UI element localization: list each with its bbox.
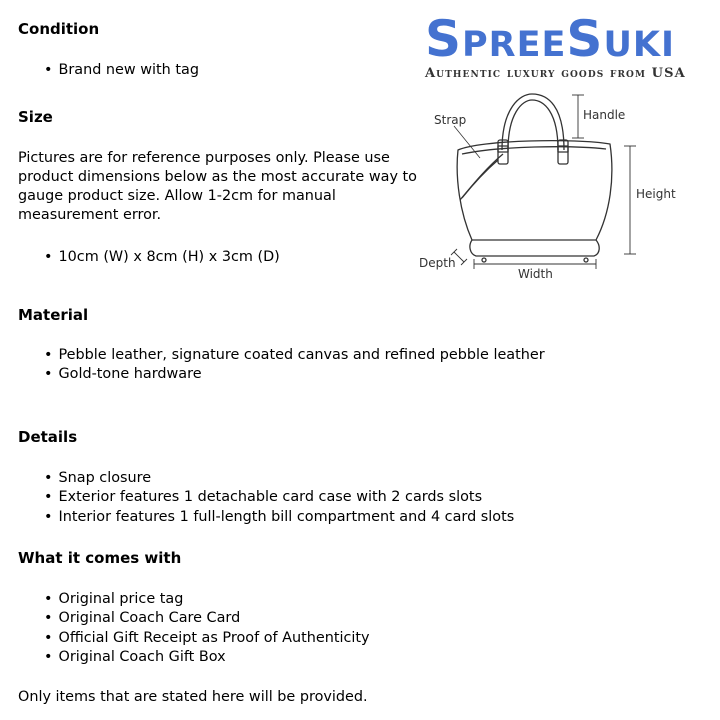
list-item: • Snap closure [44, 469, 514, 488]
list-item: • Original price tag [44, 590, 370, 609]
list-item: • Exterior features 1 detachable card case with 2 cards slots [44, 488, 514, 507]
condition-list [44, 61, 199, 80]
brand-tagline: Authentic luxury goods from USA [425, 66, 686, 81]
footer-note: Only items that are stated here will be provided. [18, 689, 368, 705]
comes-with-list [44, 590, 370, 667]
comes-with-heading: What it comes with [18, 549, 182, 567]
depth-label: Depth [419, 256, 456, 270]
size-list [44, 248, 280, 267]
strap-label: Strap [434, 113, 467, 127]
size-text-line: product dimensions below as the most accurate way to [18, 169, 417, 185]
material-list [44, 346, 545, 385]
details-list [44, 469, 514, 527]
list-item: • Interior features 1 full-length bill compartment and 4 card slots [44, 508, 514, 527]
list-item: • Gold-tone hardware [44, 365, 545, 384]
list-item: • Pebble leather, signature coated canvas and refined pebble leather [44, 346, 545, 365]
handle-label: Handle [583, 108, 626, 122]
details-heading: Details [18, 428, 78, 446]
size-heading: Size [18, 108, 53, 126]
brand-name: SpreeSuki [425, 10, 676, 68]
list-item: • Original Coach Care Card [44, 609, 370, 628]
size-description [18, 149, 417, 225]
condition-heading: Condition [18, 20, 100, 38]
list-item: • Official Gift Receipt as Proof of Authenticity [44, 629, 370, 648]
list-item: • 10cm (W) x 8cm (H) x 3cm (D) [44, 248, 280, 267]
size-text-line: Pictures are for reference purposes only. Please use [18, 150, 390, 166]
height-label: Height [636, 187, 676, 201]
material-heading: Material [18, 306, 89, 324]
height-dimension [624, 146, 636, 254]
size-text-line: measurement error. [18, 207, 162, 223]
list-item: • Brand new with tag [44, 61, 199, 80]
bag-dimension-diagram [410, 88, 690, 284]
list-item: • Original Coach Gift Box [44, 648, 370, 667]
brand-logo [425, 10, 717, 81]
size-text-line: gauge product size. Allow 1-2cm for manual [18, 188, 336, 204]
width-label: Width [518, 267, 553, 281]
